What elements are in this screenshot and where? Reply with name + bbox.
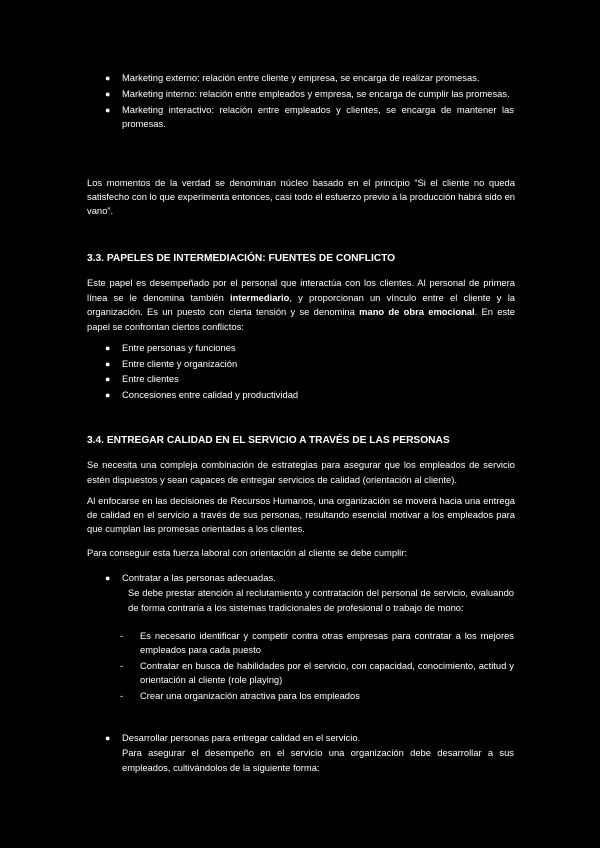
- list-item: ● Marketing externo: relación entre cliente y empresa, se encarga de realizar promesas.: [105, 72, 480, 83]
- bullet-icon: ●: [105, 389, 111, 400]
- bullet-icon: ●: [105, 358, 111, 369]
- bullet-icon: ●: [105, 573, 111, 583]
- list-item: - Crear una organización atractiva para los empleados: [120, 690, 360, 701]
- bullet-icon: ●: [105, 343, 111, 353]
- bullet-icon: ●: [105, 73, 111, 83]
- section-3-3-paragraph: Este papel es desempeñado por el personal que interactúa con los clientes. Al personal de primera línea se le denomina también intermediario, y proporcionan un vínculo entre el cliente y la organización. Es un puesto con cierta tensión y se denomina mano de obra emocional. En este papel se confrontan ciertos conflictos:: [87, 277, 515, 332]
- dash-marker: -: [120, 690, 124, 701]
- bullet-icon: ●: [105, 733, 111, 743]
- list-item: ● Contratar a las personas adecuadas.: [105, 572, 276, 583]
- list-item: ● Desarrollar personas para entregar calidad en el servicio.: [105, 732, 361, 743]
- dash-marker: -: [120, 630, 124, 641]
- develop-list: [0, 731, 514, 745]
- develop-description: Para asegurar el desempeño en el servicio una organización debe desarrollar a sus empleados, cultivándolos de la siguiente forma:: [122, 747, 514, 773]
- moments-paragraph: Los momentos de la verdad se denominan núcleo basado en el principio “Si el cliente no queda satisfecho con lo que experimenta entonces, casi todo el esfuerzo previo a la producción habrá sido en vano”.: [87, 177, 515, 216]
- conflicts-list: [0, 341, 514, 403]
- hire-dash-list: [0, 629, 514, 703]
- hire-list: [0, 571, 514, 585]
- list-item: ● Entre personas y funciones: [105, 342, 236, 353]
- hire-description: Se debe prestar atención al reclutamiento y contratación del personal de servicio, evaluando de forma contraria a los sistemas tradicionales de profesional o trabajo de mono:: [128, 587, 514, 613]
- list-item: ● Entre clientes: [105, 373, 179, 384]
- marketing-list: [0, 71, 514, 131]
- list-item: ● Entre cliente y organización: [105, 357, 238, 369]
- list-item: ● Marketing interactivo: relación entre empleados y clientes, se encarga de mantener las promesas.: [105, 104, 514, 129]
- section-3-4-paragraph-1: Se necesita una compleja combinación de estrategias para asegurar que los empleados de servicio estén dispuestos y sean capaces de entregar servicios de calidad (orientación al cliente).: [87, 459, 515, 485]
- list-item: ● Concesiones entre calidad y productividad: [105, 388, 299, 400]
- list-item: ● Marketing interno: relación entre empleados y empresa, se encarga de cumplir las promesas.: [105, 88, 510, 99]
- bullet-icon: ●: [105, 105, 111, 115]
- bullet-icon: ●: [105, 374, 111, 384]
- list-item: - Es necesario identificar y competir contra otras empresas para contratar a los mejores empleados para cada puesto: [120, 630, 514, 655]
- section-heading-3-3: 3.3. PAPELES DE INTERMEDIACIÓN: FUENTES DE CONFLICTO: [87, 253, 396, 264]
- list-item: - Contratar en busca de habilidades por el servicio, con capacidad, conocimiento, actitud y orientación al cliente (role playing): [120, 660, 514, 685]
- section-3-4-paragraph-3: Para conseguir esta fuerza laboral con orientación al cliente se debe cumplir:: [87, 547, 407, 558]
- dash-marker: -: [120, 660, 124, 671]
- section-heading-3-4: 3.4. ENTREGAR CALIDAD EN EL SERVICIO A TRAVÉS DE LAS PERSONAS: [87, 435, 450, 446]
- section-3-4-paragraph-2: Al enfocarse en las decisiones de Recursos Humanos, una organización se moverá hacia una entrega de calidad en el servicio a través de sus personas, resultando esencial motivar a los empleados para que cumplan las promesas orientadas a los clientes.: [87, 495, 515, 534]
- bullet-icon: ●: [105, 89, 111, 99]
